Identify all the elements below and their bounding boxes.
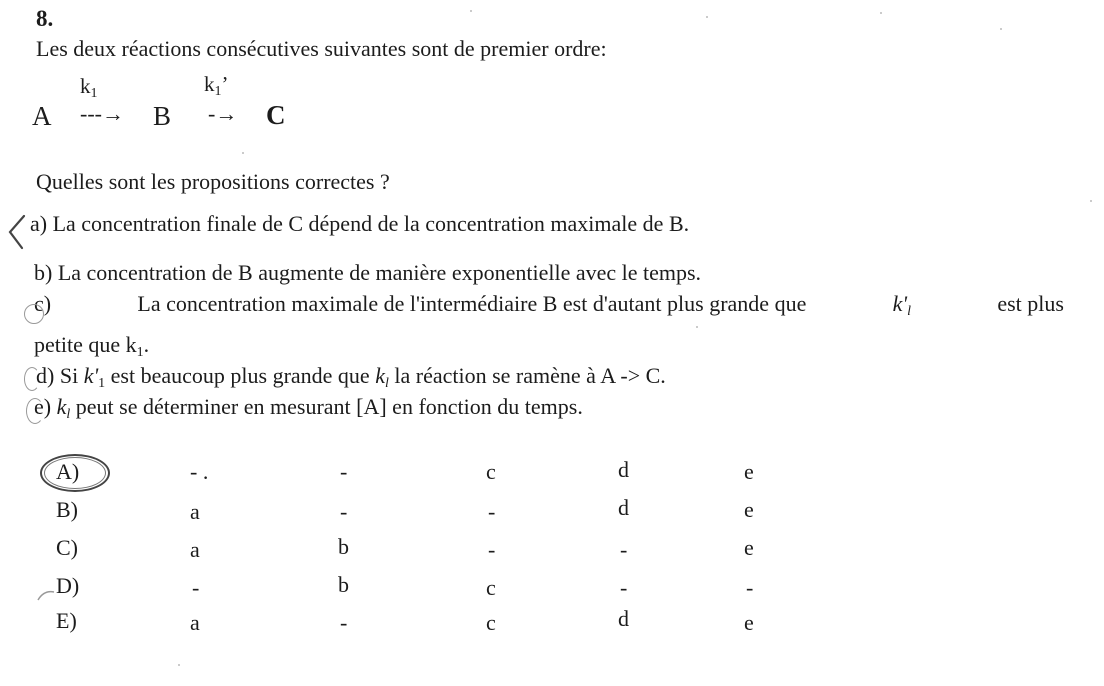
answer-cell: c [486,459,496,484]
proposition-label-b: b) [34,260,53,285]
scan-speck [1000,28,1002,30]
proposition-text-b: La concentration de B augmente de manière exponentielle avec le temps. [57,260,702,285]
handwritten-check-mark [4,212,32,254]
answer-label-c: C) [56,535,78,560]
answer-cell: a [190,610,200,635]
proposition-text-a: La concentration finale de C dépend de la concentration maximale de B. [52,211,690,236]
proposition-a [30,213,689,235]
scan-speck [242,152,244,154]
species-b: B [153,101,172,131]
reaction-arrow-2: -→ [208,101,238,126]
scan-speck [470,10,472,12]
answer-label-b: B) [56,497,78,522]
proposition-d: d) Si $k'_1$ est beaucoup plus grande que $k_l$ la réaction se ramène à A -> C. [36,363,666,391]
answer-cell: - [340,499,348,524]
answer-cell: d [618,495,629,520]
pencil-circle-mark [24,367,40,391]
species-c: C [266,100,286,130]
answer-cell: - [340,610,348,635]
answer-label-d: D) [56,573,80,598]
question-prompt: Quelles sont les propositions correctes ? [36,169,390,194]
proposition-label-a: a) [30,211,48,236]
answer-cell: - [746,575,754,600]
answer-cell: d [618,457,629,482]
answer-cell: - [192,575,200,600]
answer-cell: c [486,575,496,600]
answer-cell: a [190,499,200,524]
answer-cell: - [488,499,496,524]
answer-cell: d [618,606,629,631]
scan-speck [178,664,180,666]
scan-speck [1090,200,1092,202]
question-number: 8. [36,6,54,31]
proposition-b [34,262,701,284]
proposition-c-line-1: c) La concentration maximale de l'intermédiaire B est d'autant plus grande que $k'_l$ est plus [34,291,1064,319]
answer-label-e: E) [56,608,77,633]
answer-cell: - [620,537,628,562]
answer-cell: - [340,459,348,484]
pencil-circle-mark [24,304,44,324]
species-a: A [32,101,52,131]
answer-cell: e [744,610,754,635]
answer-cell: e [744,459,754,484]
scan-speck [706,16,708,18]
answer-label-a: A) [56,459,80,484]
scan-speck [696,326,698,328]
pencil-stroke-mark [34,586,58,604]
answer-cell: c [486,610,496,635]
answer-cell: a [190,537,200,562]
answer-cell: - [620,575,628,600]
proposition-label-d: d) [36,363,55,388]
selected-answer-circle-inner [44,457,106,489]
pencil-circle-mark [26,398,44,424]
answer-cell: e [744,497,754,522]
answer-cell: - [488,537,496,562]
rate-constant-k1-prime: $k_1$’ [204,72,229,99]
answer-cell: b [338,534,349,559]
rate-constant-k1: $k_1$ [80,74,98,101]
proposition-label-e: e) [34,394,52,419]
proposition-c-line-2: petite que $k_1$. [34,332,150,360]
scan-speck [880,12,882,14]
answer-cell: - . [190,459,209,484]
proposition-e: e) $k_l$ peut se déterminer en mesurant [A] en fonction du temps. [34,394,583,422]
reaction-arrow-1: ---→ [80,101,124,126]
question-intro: Les deux réactions consécutives suivantes sont de premier ordre: [36,36,607,61]
answer-cell: e [744,535,754,560]
answer-cell: b [338,572,349,597]
proposition-label-c: c) [34,291,52,316]
